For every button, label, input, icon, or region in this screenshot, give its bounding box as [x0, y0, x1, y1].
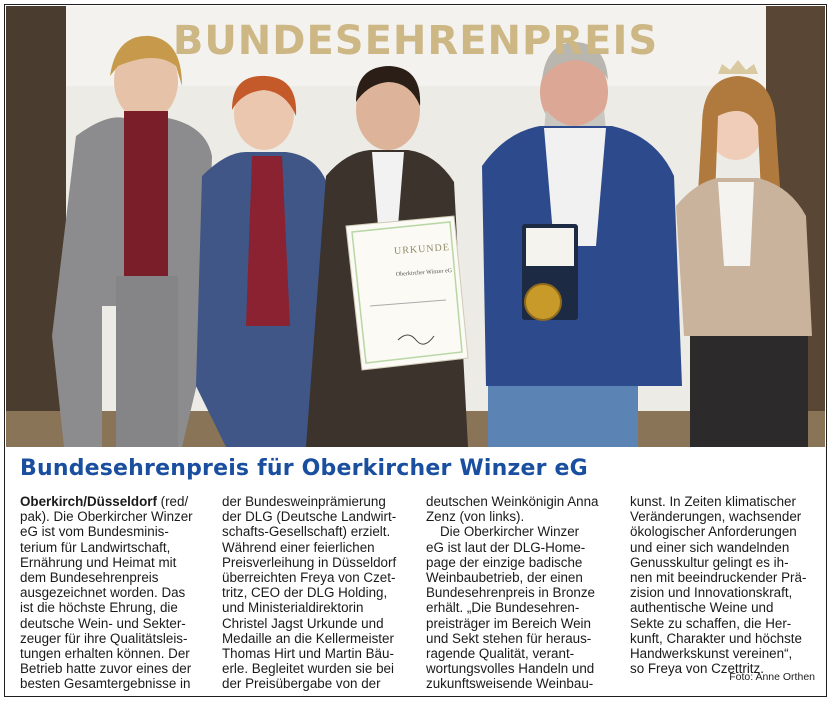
text-line: Medaille an die Kellermeister — [222, 630, 394, 646]
text-line: tritz, CEO der DLG Holding, — [222, 585, 388, 601]
banner-text: BUNDESEHRENPREIS — [172, 18, 659, 64]
text-line: eG ist laut der DLG-Home- — [426, 539, 586, 555]
text-line: zukunftsweisende Weinbau- — [426, 676, 594, 692]
article-column-1 — [20, 494, 206, 692]
text-line: Weinbaubetrieb, der einen — [426, 570, 583, 586]
text-line: zision und Innovationskraft, — [630, 585, 793, 601]
photo-illustration — [6, 6, 825, 447]
text-line: kunft, Charakter und höchste — [630, 630, 802, 646]
text-line: pak). Die Oberkircher Winzer — [20, 509, 193, 525]
text-line: Ernährung und Heimat mit — [20, 554, 177, 570]
text-line: der Preisübergabe von der — [222, 676, 381, 692]
text-line: Bundesehrenpreis in Bronze — [426, 585, 595, 601]
text-line: und einer sich wandelnden — [630, 539, 790, 555]
text-line: Zenz (von links). — [426, 509, 525, 525]
text-line: der Bundesweinprämierung — [222, 494, 386, 509]
dateline: Oberkirch/Düsseldorf — [20, 494, 157, 509]
text-line: zeuger für ihre Qualitätsleis- — [20, 630, 188, 646]
text-line: Thomas Hirt und Martin Bäu- — [222, 646, 394, 662]
text-line: Veränderungen, wachsender — [630, 509, 802, 525]
text-line: ragende Qualität, verant- — [426, 646, 575, 662]
text-line: wortungsvolles Handeln und — [426, 661, 595, 677]
text-line: terium für Landwirtschaft, — [20, 539, 171, 555]
text-line: erle. Begleitet wurden sie bei — [222, 661, 394, 677]
text-line: preisträger im Bereich Wein — [426, 615, 591, 631]
text-line: kunst. In Zeiten klimatischer — [630, 494, 796, 509]
news-photo — [6, 6, 825, 447]
certificate — [346, 216, 468, 370]
text-line — [20, 494, 206, 509]
text-line: und Ministerialdirektorin — [222, 600, 364, 616]
text-line: deutschen Weinkönigin Anna — [426, 494, 599, 509]
text-line: Christel Jagst Urkunde und — [222, 615, 384, 631]
text-line: ausgezeichnet worden. Das — [20, 585, 186, 601]
text-line: Preisverleihung in Düsseldorf — [222, 554, 397, 570]
text-line: der DLG (Deutsche Landwirt- — [222, 509, 397, 525]
text-line: ist die höchste Ehrung, die — [20, 600, 178, 616]
text-line: Während einer feierlichen — [222, 539, 375, 555]
text-line: Genusskultur gelingt es ih- — [630, 554, 789, 570]
text-line: so Freya von Czettritz. — [630, 661, 764, 677]
text-line: Die Oberkircher Winzer — [440, 524, 580, 540]
text-line: nen mit beeindruckender Prä- — [630, 570, 807, 586]
text-line: Sekte zu schaffen, die Her- — [630, 615, 792, 631]
certificate-title: URKUNDE — [393, 242, 451, 257]
article-headline: Bundesehrenpreis für Oberkircher Winzer eG — [20, 456, 588, 481]
article-column-2 — [222, 494, 408, 692]
article-column-4 — [630, 494, 816, 676]
text-line: überreichten Freya von Czet- — [222, 570, 396, 586]
text-line: tungen erhalten können. Der — [20, 646, 190, 662]
text-line: deutsche Wein- und Sekter- — [20, 615, 186, 631]
article-column-3 — [426, 494, 612, 692]
article-body — [20, 494, 816, 692]
text-line: besten Gesamtergebnisse in — [20, 676, 191, 692]
photo-credit: Foto: Anne Orthen — [729, 671, 815, 683]
text-line: und Sekt stehen für heraus- — [426, 630, 592, 646]
text-line: ökologischer Anforderungen — [630, 524, 797, 540]
text-line: Handwerkskunst vereinen“, — [630, 646, 793, 662]
text-line: erhält. „Die Bundesehren- — [426, 600, 580, 616]
certificate-recipient: Oberkircher Winzer eG — [395, 268, 453, 278]
text-segment: (red/ — [156, 494, 189, 509]
text-line: dem Bundesehrenpreis — [20, 570, 159, 586]
text-line: Betrieb hatte zuvor eines der — [20, 661, 192, 677]
text-line: page der einzige badische — [426, 554, 583, 570]
text-line: authentische Weine und — [630, 600, 774, 616]
text-line: schafts-Gesellschaft) erzielt. — [222, 524, 391, 540]
text-line: eG ist vom Bundesminis- — [20, 524, 169, 540]
